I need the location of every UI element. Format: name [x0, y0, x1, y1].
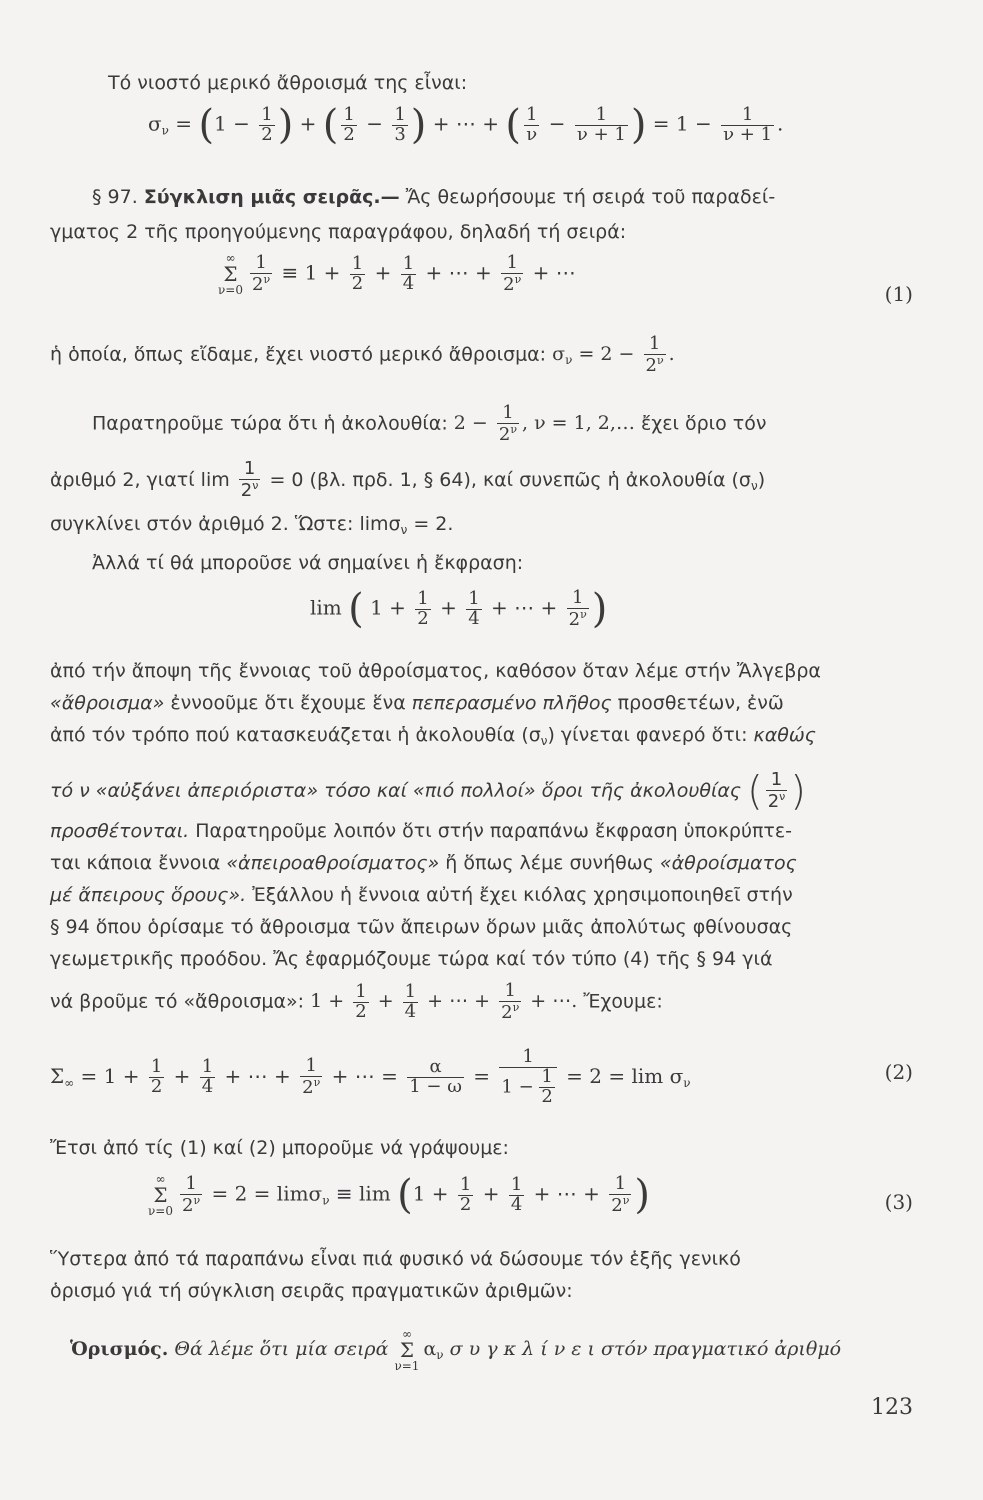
- para-6b: «ἀπειροαθροίσματος»: [226, 852, 440, 874]
- equation-1-label: (1): [884, 282, 913, 306]
- definition-text-2: σ υ γ κ λ ί ν ε ι στόν πραγματικό ἀριθμό: [449, 1338, 842, 1360]
- equation-3: ∞ Σ ν=0 $\frac{1}{2^\nu}$ = 2 = limσ$_\nu$ ≡ lim (1 + $\frac{1}{2}$ + $\frac{1}{4}$ + ⋯ + $\frac{1}{2^\nu}$ ): [148, 1172, 651, 1218]
- later-line-2: ὁρισμό γιά τή σύγκλιση σειρᾶς πραγματικῶν ἀριθμῶν:: [50, 1280, 573, 1302]
- equation-partial-sum: $\sigma_\nu = (1$ − $\frac{1}{2}$ ) + ( $\frac{1}{2}$ − $\frac{1}{3}$ ) + ⋯ + ( $\frac{1}{\nu}$ − $\frac{1}{\nu + 1}$ ) = 1 − $\frac{1}{\nu + 1}$ .: [148, 102, 784, 148]
- observe-text-2b: = 0 (βλ. πρδ. 1, § 64), καί συνεπῶς ἡ ἀκολουθία (σ: [269, 468, 751, 491]
- observe-text-1b: ἔχει ὅριο τόν: [641, 412, 767, 435]
- section-title: Σύγκλιση μιᾶς σειρᾶς.—: [143, 186, 400, 208]
- para-line-2: [50, 692, 784, 714]
- para-6c: ἤ ὅπως λέμε συνήθως: [439, 852, 660, 874]
- para-6a: ται κάποια ἔννοια: [50, 852, 227, 874]
- section-text-2: γματος 2 τῆς προηγούμενης παραγράφου, δηλαδή τή σειρά:: [50, 221, 627, 243]
- para-line-9: γεωμετρικῆς προόδου. Ἄς ἐφαρμόζουμε τώρα καί τόν τύπο (4) τῆς § 94 γιά: [50, 948, 773, 970]
- definition-label: Ὁρισμός.: [70, 1338, 169, 1360]
- para-line-10: νά βροῦμε τό «ἄθροισμα»: 1 + $\frac{1}{2}$ + $\frac{1}{4}$ + ⋯ + $\frac{1}{2^\nu}$ + ⋯. Ἔχουμε:: [50, 980, 663, 1023]
- para-line-6: [50, 852, 797, 874]
- para-2b: ἐννοοῦμε ὅτι ἔχουμε ἕνα: [164, 692, 412, 714]
- para-3a: ἀπό τόν τρόπο πού κατασκευάζεται ἡ ἀκολουθία (σ: [50, 724, 541, 746]
- equation-2-label: (2): [884, 1060, 913, 1084]
- para-line-5: [50, 820, 792, 842]
- definition-text-1: Θά λέμε ὅτι μία σειρά: [174, 1338, 389, 1360]
- page-number: 123: [871, 1395, 913, 1420]
- section-number: § 97.: [92, 186, 138, 208]
- observe-text-3: συγκλίνει στόν ἀριθμό 2. Ὥστε: limσ: [50, 513, 401, 535]
- para-10a: νά βροῦμε τό «ἄθροισμα»:: [50, 990, 305, 1013]
- para-10b: Ἔχουμε:: [583, 990, 663, 1013]
- para-line-7: [50, 884, 793, 906]
- definition-line: Ὁρισμός. Θά λέμε ὅτι μία σειρά ∞ Σ ν=1 $\alpha_\nu$ σ υ γ κ λ ί ν ε ι στόν πραγματικό ἀριθμό: [70, 1327, 842, 1373]
- para-4: τό ν «αὐξάνει ἀπεριόριστα» τόσο καί «πιό πολλοί» ὅροι τῆς ἀκολουθίας: [50, 779, 742, 802]
- equation-lim-expression: lim ( 1 + $\frac{1}{2}$ + $\frac{1}{4}$ + ⋯ + $\frac{1}{2^\nu}$ ): [310, 586, 608, 632]
- para-6d: «ἀθροίσματος: [659, 852, 797, 874]
- equation-1: ∞ Σ ν=0 $\frac{1}{2^\nu}$ ≡ 1 + $\frac{1}{2}$ + $\frac{1}{4}$ + ⋯ + $\frac{1}{2^\nu}$ + ⋯: [218, 251, 576, 297]
- thus-line: Ἔτσι ἀπό τίς (1) καί (2) μποροῦμε νά γράψουμε:: [50, 1137, 509, 1159]
- para-7a: μέ ἄπειρους ὅρους».: [50, 884, 247, 906]
- equation-3-label: (3): [884, 1190, 913, 1214]
- observe-line-1: Παρατηροῦμε τώρα ὅτι ἡ ἀκολουθία: 2 − $\frac{1}{2^\nu}$ , ν = 1, 2,… ἔχει ὅριο τόν: [92, 402, 767, 445]
- which-has-line: ἡ ὁποία, ὅπως εἴδαμε, ἔχει νιοστό μερικό ἄθροισμα: $\sigma_\nu = 2$ − $\frac{1}{2^\nu}$ .: [50, 333, 675, 376]
- partial-sum-intro: Τό νιοστό μερικό ἄθροισμά της εἶναι:: [108, 72, 468, 94]
- para-line-4: τό ν «αὐξάνει ἀπεριόριστα» τόσο καί «πιό πολλοί» ὅροι τῆς ἀκολουθίας ( $\frac{1}{2^\nu}$ ): [50, 768, 806, 814]
- para-3b: ) γίνεται φανερό ὅτι:: [547, 724, 754, 746]
- para-5a: προσθέτονται.: [50, 820, 190, 842]
- section-heading: [92, 186, 775, 208]
- but-what-line: Ἀλλά τί θά μποροῦσε νά σημαίνει ἡ ἔκφραση:: [92, 552, 524, 574]
- observe-line-3: συγκλίνει στόν ἀριθμό 2. Ὥστε: limσ$_\nu$ = 2.: [50, 513, 454, 537]
- para-line-8: § 94 ὅπου ὁρίσαμε τό ἄθροισμα τῶν ἄπειρων ὅρων μιᾶς ἀπολύτως φθίνουσας: [50, 916, 793, 938]
- later-line-1: Ὕστερα ἀπό τά παραπάνω εἶναι πιά φυσικό νά δώσουμε τόν ἑξῆς γενικό: [50, 1248, 741, 1270]
- observe-text-1: Παρατηροῦμε τώρα ὅτι ἡ ἀκολουθία:: [92, 412, 448, 435]
- para-2c: πεπερασμένο πλῆθος: [411, 692, 612, 714]
- equation-2: $\Sigma_\infty = 1$ + $\frac{1}{2}$ + $\frac{1}{4}$ + ⋯ + $\frac{1}{2^\nu}$ + ⋯ = $\frac{\alpha}{1 - \omega}$ = 1 1 − $\frac{1}{2}$ = $2 = \lim \sigma_\nu$: [50, 1046, 691, 1107]
- para-5b: Παρατηροῦμε λοιπόν ὅτι στήν παραπάνω ἔκφραση ὑποκρύπτε-: [189, 820, 792, 842]
- para-line-3: ἀπό τόν τρόπο πού κατασκευάζεται ἡ ἀκολουθία $(\sigma_\nu)$ γίνεται φανερό ὅτι: καθώς: [50, 724, 816, 748]
- observe-line-2: ἀριθμό 2, γιατί lim $\frac{1}{2^\nu}$ = 0 (βλ. πρδ. 1, § 64), καί συνεπῶς ἡ ἀκολουθία $(\sigma_\nu)$: [50, 458, 766, 501]
- para-line-1: ἀπό τήν ἄποψη τῆς ἔννοιας τοῦ ἀθροίσματος, καθόσον ὅταν λέμε στήν Ἄλγεβρα: [50, 660, 821, 682]
- section-text-1: Ἄς θεωρήσουμε τή σειρά τοῦ παραδεί-: [399, 186, 776, 208]
- para-2d: προσθετέων, ἐνῶ: [611, 692, 784, 714]
- observe-text-2a: ἀριθμό 2, γιατί lim: [50, 468, 230, 491]
- which-has-text: ἡ ὁποία, ὅπως εἴδαμε, ἔχει νιοστό μερικό ἄθροισμα:: [50, 343, 547, 366]
- para-2a: «ἄθροισμα»: [50, 692, 165, 714]
- para-7b: Ἐξάλλου ἡ ἔννοια αὐτή ἔχει κιόλας χρησιμοποιηθεῖ στήν: [246, 884, 793, 906]
- para-3c: καθώς: [753, 724, 816, 746]
